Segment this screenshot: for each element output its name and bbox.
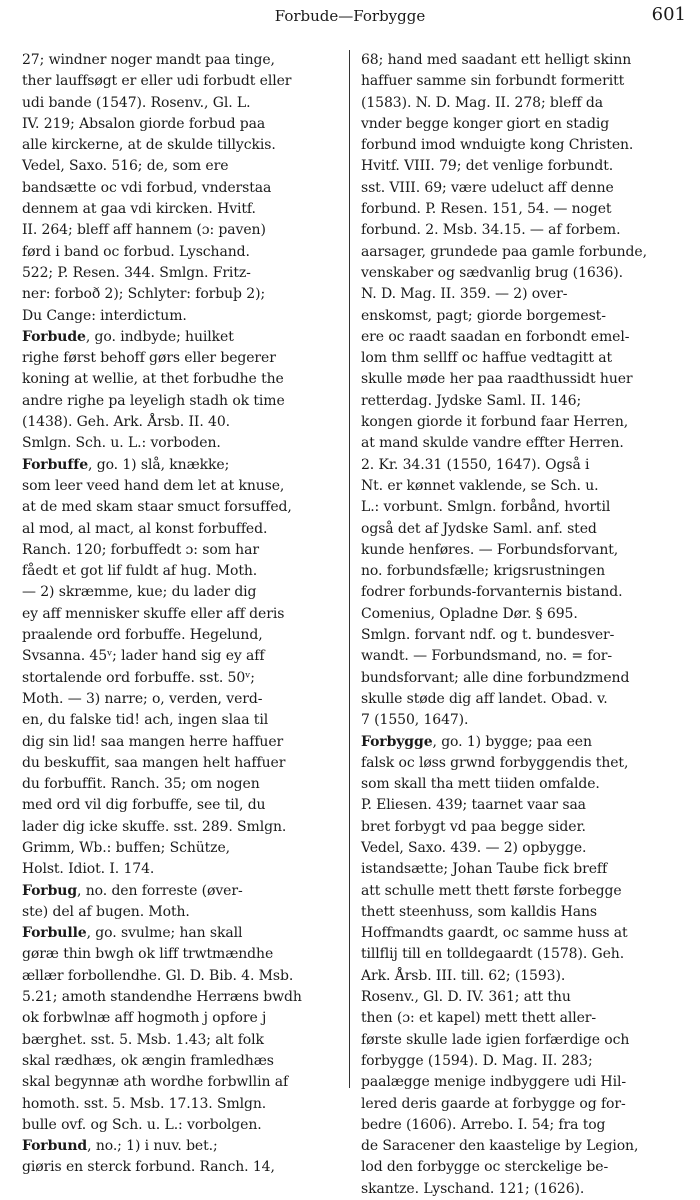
- text-line: ere oc raadt saadan en forbondt emel-: [361, 328, 630, 345]
- headword: Forbund: [22, 1138, 88, 1155]
- text-line: ok forbwlnæ aff hogmoth j opfore j: [22, 1010, 267, 1027]
- text-line: alle kirckerne, at de skulde tillyckis.: [22, 137, 276, 154]
- text-line: andre righe pa leyeligh stadh ok time: [22, 392, 285, 409]
- entry-first-line: Forbude, go. indbyde; huilket: [22, 328, 234, 345]
- text-line: Ark. Årsb. III. till. 62; (1593).: [361, 967, 566, 984]
- text-line: at mand skulde vandre effter Herren.: [361, 435, 624, 452]
- text-line: de Saracener den kaastelige by Legion,: [361, 1138, 639, 1155]
- text-line: Svsanna. 45ᵛ; lader hand sig ey aff: [22, 648, 265, 665]
- text-line: at de med skam staar smuct forsuffed,: [22, 499, 292, 516]
- text-line: Du Cange: interdictum.: [22, 307, 187, 324]
- text-line: Moth. — 3) narre; o, verden, verd-: [22, 690, 263, 707]
- headword: Forbug: [22, 882, 78, 899]
- text-line: fodrer forbunds-forvanternis bistand.: [361, 584, 623, 601]
- text-line: førd i band oc forbud. Lyschand.: [22, 243, 250, 260]
- right-column: [361, 50, 691, 1197]
- text-line: Rosenv., Gl. D. IV. 361; att thu: [361, 989, 571, 1006]
- column-divider: [349, 50, 350, 1088]
- text-line: righe først behoff gørs eller begerer: [22, 350, 276, 367]
- text-line: bret forbygt vd paa begge sider.: [361, 818, 586, 835]
- text-line: du beskuffit, saa mangen helt haffuer: [22, 754, 286, 771]
- text-line: bundsforvant; alle dine forbundzmend: [361, 669, 630, 686]
- text-line: vnder begge konger giort en stadig: [361, 115, 610, 132]
- text-line: Hvitf. VIII. 79; det venlige forbundt.: [361, 158, 614, 175]
- text-line: paalægge menige indbyggere udi Hil-: [361, 1074, 626, 1091]
- text-line: thett steenhuss, som kalldis Hans: [361, 903, 597, 920]
- text-line: N. D. Mag. II. 359. — 2) over-: [361, 286, 568, 303]
- text-line: lod den forbygge oc sterckelige be-: [361, 1159, 609, 1176]
- text-line: II. 264; bleff aff hannem (ɔ: paven): [22, 222, 266, 239]
- text-line: ey aff mennisker skuffe eller aff deris: [22, 605, 285, 622]
- headword: Forbulle: [22, 925, 87, 942]
- text-line: forbund imod wnduigte kong Christen.: [361, 137, 634, 154]
- running-header: [0, 0, 700, 34]
- text-line: 7 (1550, 1647).: [361, 712, 469, 729]
- text-line: retterdag. Jydske Saml. II. 146;: [361, 392, 582, 409]
- entry-first-line: Forbuffe, go. 1) slå, knække;: [22, 456, 230, 473]
- text-line: Smlgn. Sch. u. L.: vorboden.: [22, 435, 221, 452]
- text-line: Holst. Idiot. I. 174.: [22, 861, 155, 878]
- text-line: lered deris gaarde at forbygge og for-: [361, 1095, 626, 1112]
- text-line: wandt. — Forbundsmand, no. = for-: [361, 648, 613, 665]
- text-line: venskaber og sædvanlig brug (1636).: [361, 264, 623, 281]
- text-line: 522; P. Resen. 344. Smlgn. Fritz-: [22, 264, 251, 281]
- text-line: 68; hand med saadant ett helligt skinn: [361, 52, 632, 68]
- text-line: L.: vorbunt. Smlgn. forbånd, hvortil: [361, 499, 611, 516]
- text-line: Grimm, Wb.: buffen; Schütze,: [22, 839, 230, 856]
- text-line: bulle ovf. og Sch. u. L.: vorbolgen.: [22, 1116, 262, 1133]
- text-line: dennem at gaa vdi kircken. Hvitf.: [22, 201, 256, 218]
- text-line: forbygge (1594). D. Mag. II. 283;: [361, 1052, 593, 1069]
- text-line: forbund. 2. Msb. 34.15. — af forbem.: [361, 222, 621, 239]
- entry-first-line: Forbug, no. den forreste (øver-: [22, 882, 243, 899]
- text-line: ther lauffsøgt er eller udi forbudt eller: [22, 73, 292, 90]
- text-line: att schulle mett thett første forbegge: [361, 882, 622, 899]
- text-line: sst. VIII. 69; være udeluct aff denne: [361, 179, 614, 196]
- text-line: kongen giorde it forbund faar Herren,: [361, 414, 629, 431]
- text-line: med ord vil dig forbuffe, see til, du: [22, 797, 266, 814]
- text-line: ner: forboð 2); Schlyter: forbuþ 2);: [22, 286, 266, 303]
- text-line: enskomst, pagt; giorde borgemest-: [361, 307, 606, 324]
- entry-first-line: Forbulle, go. svulme; han skall: [22, 925, 243, 942]
- text-line: skal begynnæ ath wordhe forbwllin af: [22, 1074, 289, 1091]
- headword: Forbygge: [361, 733, 433, 750]
- text-line: istandsætte; Johan Taube fick breff: [361, 861, 608, 878]
- text-line: Hoffmandts gaardt, oc samme huss at: [361, 925, 628, 942]
- text-line: no. forbundsfælle; krigsrustningen: [361, 563, 605, 580]
- text-line: — 2) skræmme, kue; du lader dig: [22, 584, 257, 601]
- text-line: IV. 219; Absalon giorde forbud paa: [22, 115, 266, 132]
- text-line: Vedel, Saxo. 516; de, som ere: [22, 158, 229, 175]
- text-line: du forbuffit. Ranch. 35; om nogen: [22, 776, 260, 793]
- text-line: gøræ thin bwgh ok liff trwtmændhe: [22, 946, 274, 963]
- text-line: 2. Kr. 34.31 (1550, 1647). Også i: [361, 456, 590, 473]
- text-line: al mod, al mact, al konst forbuffed.: [22, 520, 268, 537]
- headword: Forbuffe: [22, 456, 89, 473]
- text-line: skulle møde her paa raadthussidt huer: [361, 371, 633, 388]
- text-line: falsk oc løss grwnd forbyggendis thet,: [361, 754, 629, 771]
- header-title: Forbude—Forbygge: [274, 7, 426, 25]
- text-line: skulle støde dig aff landet. Obad. v.: [361, 690, 608, 707]
- text-line: bandsætte oc vdi forbud, vnderstaa: [22, 179, 272, 196]
- text-line: then (ɔ: et kapel) mett thett aller-: [361, 1010, 596, 1027]
- text-line: (1583). N. D. Mag. II. 278; bleff da: [361, 94, 603, 111]
- text-line: Vedel, Saxo. 439. — 2) opbygge.: [361, 839, 587, 856]
- text-line: skal rædhæs, ok ængin framledhæs: [22, 1052, 274, 1069]
- entry-first-line: Forbund, no.; 1) i nuv. bet.;: [22, 1138, 218, 1155]
- text-line: ste) del af bugen. Moth.: [22, 903, 190, 920]
- text-line: Comenius, Opladne Dør. § 695.: [361, 605, 578, 622]
- text-line: Nt. er kønnet vaklende, se Sch. u.: [361, 477, 599, 494]
- text-line: ællær forbollendhe. Gl. D. Bib. 4. Msb.: [22, 967, 294, 984]
- text-line: aarsager, grundede paa gamle forbunde,: [361, 243, 647, 260]
- text-line: P. Eliesen. 439; taarnet vaar saa: [361, 797, 586, 814]
- text-line: lom thm sellff oc haffue vedtagitt at: [361, 350, 612, 367]
- text-line: kunde henføres. — Forbundsforvant,: [361, 541, 619, 558]
- text-line: praalende ord forbuffe. Hegelund,: [22, 627, 263, 644]
- left-column: [22, 50, 340, 1176]
- text-line: giøris en sterck forbund. Ranch. 14,: [22, 1159, 275, 1176]
- text-line: bærghet. sst. 5. Msb. 1.43; alt folk: [22, 1031, 264, 1048]
- text-line: bedre (1606). Arrebo. I. 54; fra tog: [361, 1116, 606, 1133]
- text-line: homoth. sst. 5. Msb. 17.13. Smlgn.: [22, 1095, 267, 1112]
- text-line: som leer veed hand dem let at knuse,: [22, 477, 285, 494]
- text-line: tillflij till en tolldegaardt (1578). Geh.: [361, 946, 625, 963]
- text-line: lader dig icke skuffe. sst. 289. Smlgn.: [22, 818, 287, 835]
- text-line: Ranch. 120; forbuffedt ɔ: som har: [22, 541, 259, 558]
- text-line: udi bande (1547). Rosenv., Gl. L.: [22, 94, 251, 111]
- headword: Forbude: [22, 328, 86, 345]
- text-line: (1438). Geh. Ark. Årsb. II. 40.: [22, 414, 231, 431]
- text-line: koning at wellie, at thet forbudhe the: [22, 371, 284, 388]
- entry-first-line: Forbygge, go. 1) bygge; paa een: [361, 733, 592, 750]
- text-line: en, du falske tid! ach, ingen slaa til: [22, 712, 269, 729]
- text-line: 5.21; amoth standendhe Herræns bwdh: [22, 989, 302, 1006]
- text-line: som skall tha mett tiiden omfalde.: [361, 776, 600, 793]
- page-number: 601: [651, 4, 686, 25]
- text-line: haffuer samme sin forbundt formeritt: [361, 73, 625, 90]
- text-line: stortalende ord forbuffe. sst. 50ᵛ;: [22, 669, 255, 686]
- text-line: forbund. P. Resen. 151, 54. — noget: [361, 201, 612, 218]
- text-line: også det af Jydske Saml. anf. sted: [361, 520, 597, 537]
- text-line: fåedt et got lif fuldt af hug. Moth.: [22, 563, 258, 580]
- text-line: skantze. Lyschand. 121; (1626).: [361, 1180, 585, 1197]
- text-line: Smlgn. forvant ndf. og t. bundesver-: [361, 627, 615, 644]
- text-line: dig sin lid! saa mangen herre haffuer: [22, 733, 284, 750]
- text-line: første skulle lade igien forfærdige och: [361, 1031, 630, 1048]
- text-line: 27; windner noger mandt paa tinge,: [22, 52, 275, 68]
